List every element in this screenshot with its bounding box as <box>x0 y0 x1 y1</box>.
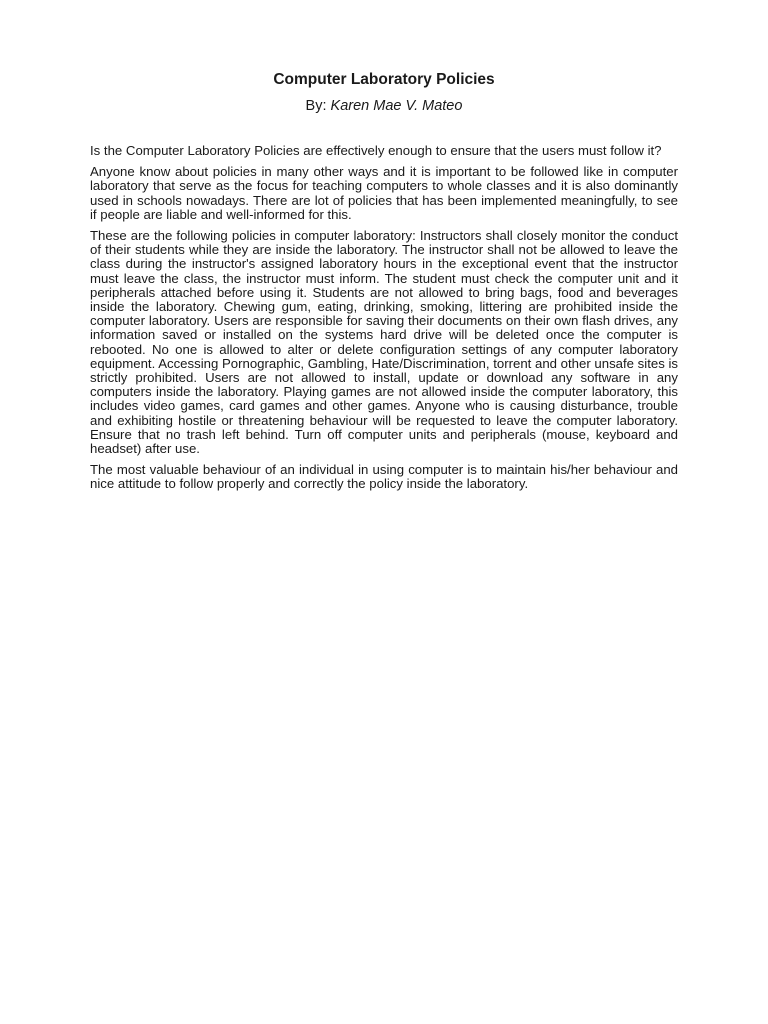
paragraph-introduction: Anyone know about policies in many other ways and it is important to be followed like in computer laboratory that serve as the focus for teaching computers to whole classes and it is also dominantly used in schools nowadays. There are lot of policies that has been implemented meaningfully, to see if people are liable and well-informed for this. <box>90 164 678 222</box>
document-byline <box>90 96 678 116</box>
document-title: Computer Laboratory Policies <box>273 71 495 88</box>
paragraph-conclusion: The most valuable behaviour of an individual in using computer is to maintain his/her behaviour and nice attitude to follow properly and correctly the policy inside the laboratory. <box>90 462 678 492</box>
paragraph-question: Is the Computer Laboratory Policies are effectively enough to ensure that the users must follow it? <box>90 143 662 158</box>
byline-prefix: By: <box>305 98 331 114</box>
author-name: Karen Mae V. Mateo <box>330 98 463 114</box>
document-body <box>90 144 678 492</box>
paragraph-policies: These are the following policies in computer laboratory: Instructors shall closely monitor the conduct of their students while they are inside the laboratory. The instructor shall not be allowed to leave the class during the instructor's assigned laboratory hours in the exceptional event that the instructor must leave the class, the instructor must inform. The student must check the computer unit and it peripherals attached before using it. Students are not allowed to bring bags, food and beverages inside the laboratory. Chewing gum, eating, drinking, smoking, littering are prohibited inside the computer laboratory. Users are responsible for saving their documents on their own flash drives, any information saved or installed on the systems hard drive will be deleted once the computer is rebooted. No one is allowed to alter or delete configuration settings of any computer laboratory equipment. Accessing Pornographic, Gambling, Hate/Discrimination, torrent and other unsafe sites is strictly prohibited. Users are not allowed to install, update or download any software in any computers inside the laboratory. Playing games are not allowed inside the computer laboratory, this includes video games, card games and other games. Anyone who is causing disturbance, trouble and exhibiting hostile or threatening behaviour will be requested to leave the computer laboratory. Ensure that no trash left behind. Turn off computer units and peripherals (mouse, keyboard and headset) after use. <box>90 228 678 457</box>
document-page <box>90 70 678 499</box>
